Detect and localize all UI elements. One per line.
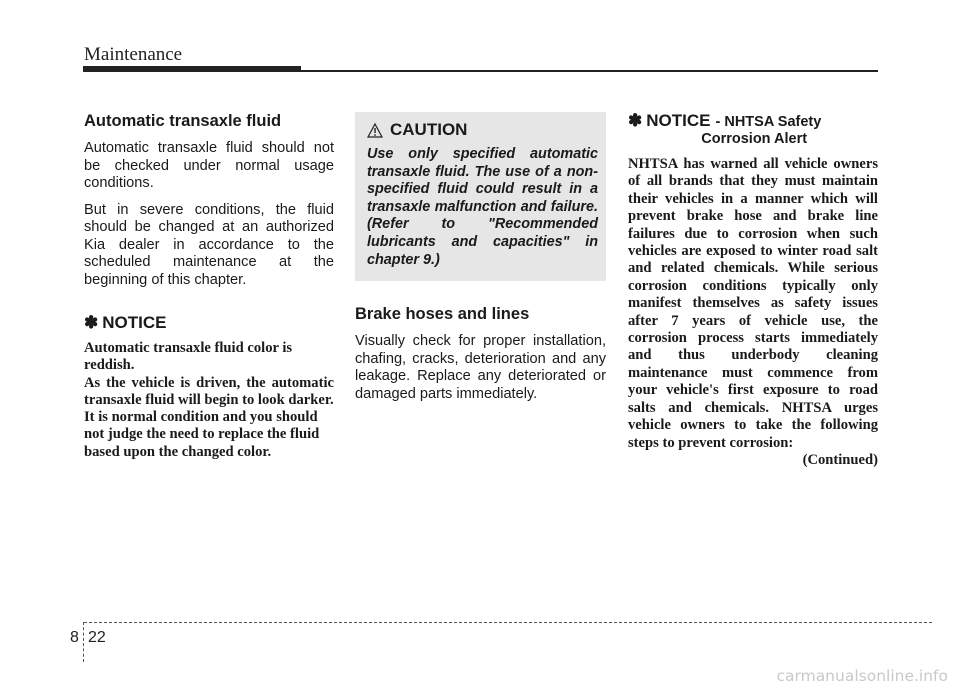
footer-divider <box>83 622 84 662</box>
notice-heading <box>628 112 878 148</box>
section-title: Maintenance <box>84 44 183 65</box>
continued-label: (Continued) <box>802 451 878 468</box>
watermark: carmanualsonline.info <box>776 667 948 685</box>
chapter-number: 8 <box>70 629 79 646</box>
paragraph: Visually check for proper installation, chafing, cracks, deterioration and any leakage. Replace any deteriorated or damaged parts immediately. <box>355 333 606 402</box>
notice-heading <box>84 313 334 333</box>
notice-star-icon: ✽ <box>628 111 643 130</box>
column-left <box>84 112 334 461</box>
notice-line: Automatic transaxle fluid color is reddish. <box>84 340 293 374</box>
heading-brake-hoses-and-lines: Brake hoses and lines <box>355 305 530 324</box>
header-rule-thin <box>301 70 878 72</box>
warning-triangle-icon <box>367 123 383 138</box>
column-middle <box>355 112 606 412</box>
footer-rule <box>84 622 932 623</box>
page-number: 22 <box>88 629 106 646</box>
paragraph: But in severe conditions, the fluid should be changed at an authorized Kia dealer in accordance to the scheduled maintenance at the beginning of this chapter. <box>84 201 334 288</box>
notice-text: NHTSA has warned all vehicle owners of all brands that they must maintain their vehicles in a manner which will prevent brake hose and brake line failures due to corrosion when such vehicles are exposed to winter road salt and related chemicals. While serious corrosion conditions typically only manifest themselves as safety issues after 7 years of vehicle use, the corrosion process starts immediately and thus underbody cleaning maintenance must commence from your vehicle's first exposure to road salts and chemicals. NHTSA urges vehicle owners to take the following steps to prevent corrosion: <box>628 156 878 451</box>
header-rule-thick <box>83 66 301 72</box>
column-right <box>628 112 878 469</box>
notice-subtitle: - NHTSA Safety <box>715 114 822 130</box>
notice-label: NOTICE <box>646 111 711 130</box>
notice-label: NOTICE <box>102 313 167 332</box>
notice-line: As the vehicle is driven, the automatic transaxle fluid will begin to look darker. <box>84 374 334 408</box>
caution-text: Use only specified automatic transaxle fluid. The use of a non-specified fluid could result in a transaxle malfunction and failure. (Refer to "Recommended lubricants and capacities" in chapter 9.) <box>367 146 598 268</box>
paragraph: Automatic transaxle fluid should not be checked under normal usage conditions. <box>84 140 334 191</box>
notice-line: It is normal condition and you should not judge the need to replace the fluid based upon the changed color. <box>84 409 320 460</box>
caution-heading <box>367 120 598 140</box>
caution-label: CAUTION <box>390 120 468 139</box>
notice-star-icon: ✽ <box>84 313 99 332</box>
caution-box <box>355 112 606 281</box>
heading-automatic-transaxle-fluid: Automatic transaxle fluid <box>84 112 282 130</box>
notice-subtitle-line2: Corrosion Alert <box>701 131 808 147</box>
